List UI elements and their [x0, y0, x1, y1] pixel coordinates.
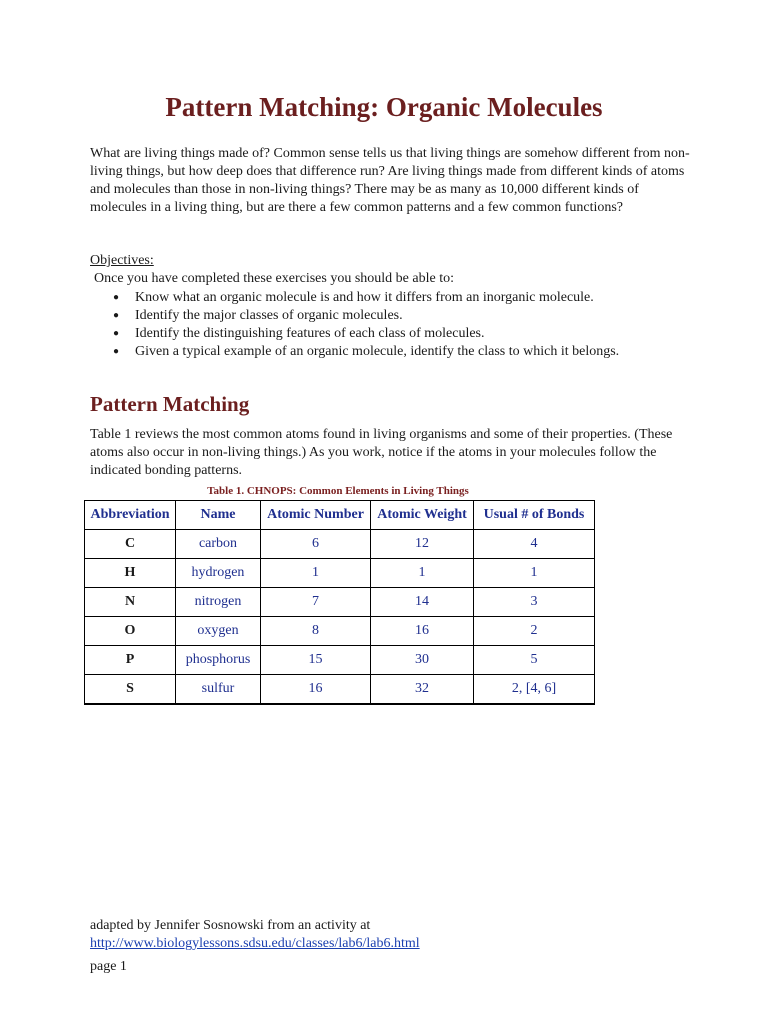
table-header-row [85, 501, 595, 530]
elements-table [84, 500, 595, 705]
intro-paragraph: What are living things made of? Common sense tells us that living things are somehow different from non-living things, but how deep does that difference run? Are living things made from different kinds of atoms and molecules than those in non-living things? There may be as many as 10,000 different kinds of molecules in a living thing, but are there a few common patterns and a few common functions? [90, 146, 690, 215]
table-row [85, 588, 595, 617]
cell-abbreviation: S [85, 675, 176, 705]
objective-text: Identify the distinguishing features of each class of molecules. [135, 326, 485, 341]
header-atomic-weight: Atomic Weight [371, 501, 474, 530]
cell-atomic-weight: 16 [371, 617, 474, 646]
cell-name: phosphorus [176, 646, 261, 675]
bullet-icon: ● [113, 310, 120, 321]
section-paragraph: Table 1 reviews the most common atoms found in living organisms and some of their properties. (These atoms also occur in non-living things.) As you work, notice if the atoms in your molecules follow the indicated bonding patterns. [90, 427, 673, 478]
objective-text: Given a typical example of an organic molecule, identify the class to which it belongs. [135, 344, 620, 359]
cell-abbreviation: H [85, 559, 176, 588]
table-row [85, 530, 595, 559]
cell-name: carbon [176, 530, 261, 559]
cell-atomic-number: 8 [261, 617, 371, 646]
objective-item [90, 325, 619, 343]
cell-atomic-weight: 14 [371, 588, 474, 617]
table-row [85, 559, 595, 588]
cell-usual-bonds: 2, [4, 6] [474, 675, 595, 705]
cell-usual-bonds: 4 [474, 530, 595, 559]
cell-atomic-weight: 1 [371, 559, 474, 588]
cell-name: hydrogen [176, 559, 261, 588]
header-atomic-number: Atomic Number [261, 501, 371, 530]
cell-atomic-number: 15 [261, 646, 371, 675]
table-row [85, 617, 595, 646]
cell-usual-bonds: 2 [474, 617, 595, 646]
bullet-icon: ● [113, 292, 120, 303]
table-caption: Table 1. CHNOPS: Common Elements in Living Things [207, 485, 469, 497]
objectives-list [90, 289, 619, 361]
cell-name: sulfur [176, 675, 261, 705]
footer-credit: adapted by Jennifer Sosnowski from an activity at [90, 918, 371, 933]
cell-atomic-number: 7 [261, 588, 371, 617]
cell-usual-bonds: 5 [474, 646, 595, 675]
header-name: Name [176, 501, 261, 530]
objective-text: Know what an organic molecule is and how it differs from an inorganic molecule. [135, 290, 594, 305]
cell-atomic-number: 6 [261, 530, 371, 559]
objective-item [90, 343, 619, 361]
table-row [85, 675, 595, 705]
header-abbreviation: Abbreviation [85, 501, 176, 530]
cell-atomic-weight: 30 [371, 646, 474, 675]
cell-name: nitrogen [176, 588, 261, 617]
cell-atomic-weight: 12 [371, 530, 474, 559]
page-title: Pattern Matching: Organic Molecules [165, 92, 603, 122]
page-number: page 1 [90, 959, 127, 974]
cell-abbreviation: N [85, 588, 176, 617]
header-usual-bonds: Usual # of Bonds [474, 501, 595, 530]
bullet-icon: ● [113, 346, 120, 357]
objective-text: Identify the major classes of organic molecules. [135, 308, 403, 323]
section-heading: Pattern Matching [90, 392, 250, 416]
bullet-icon: ● [113, 328, 120, 339]
table-row [85, 646, 595, 675]
cell-atomic-weight: 32 [371, 675, 474, 705]
objective-item [90, 289, 619, 307]
cell-usual-bonds: 1 [474, 559, 595, 588]
cell-name: oxygen [176, 617, 261, 646]
cell-atomic-number: 16 [261, 675, 371, 705]
cell-abbreviation: C [85, 530, 176, 559]
cell-abbreviation: O [85, 617, 176, 646]
cell-usual-bonds: 3 [474, 588, 595, 617]
footer-source-link[interactable]: http://www.biologylessons.sdsu.edu/classes/lab6/lab6.html [90, 936, 420, 951]
cell-atomic-number: 1 [261, 559, 371, 588]
objectives-intro: Once you have completed these exercises you should be able to: [94, 271, 454, 286]
cell-abbreviation: P [85, 646, 176, 675]
objectives-heading: Objectives: [90, 253, 154, 268]
objective-item [90, 307, 619, 325]
